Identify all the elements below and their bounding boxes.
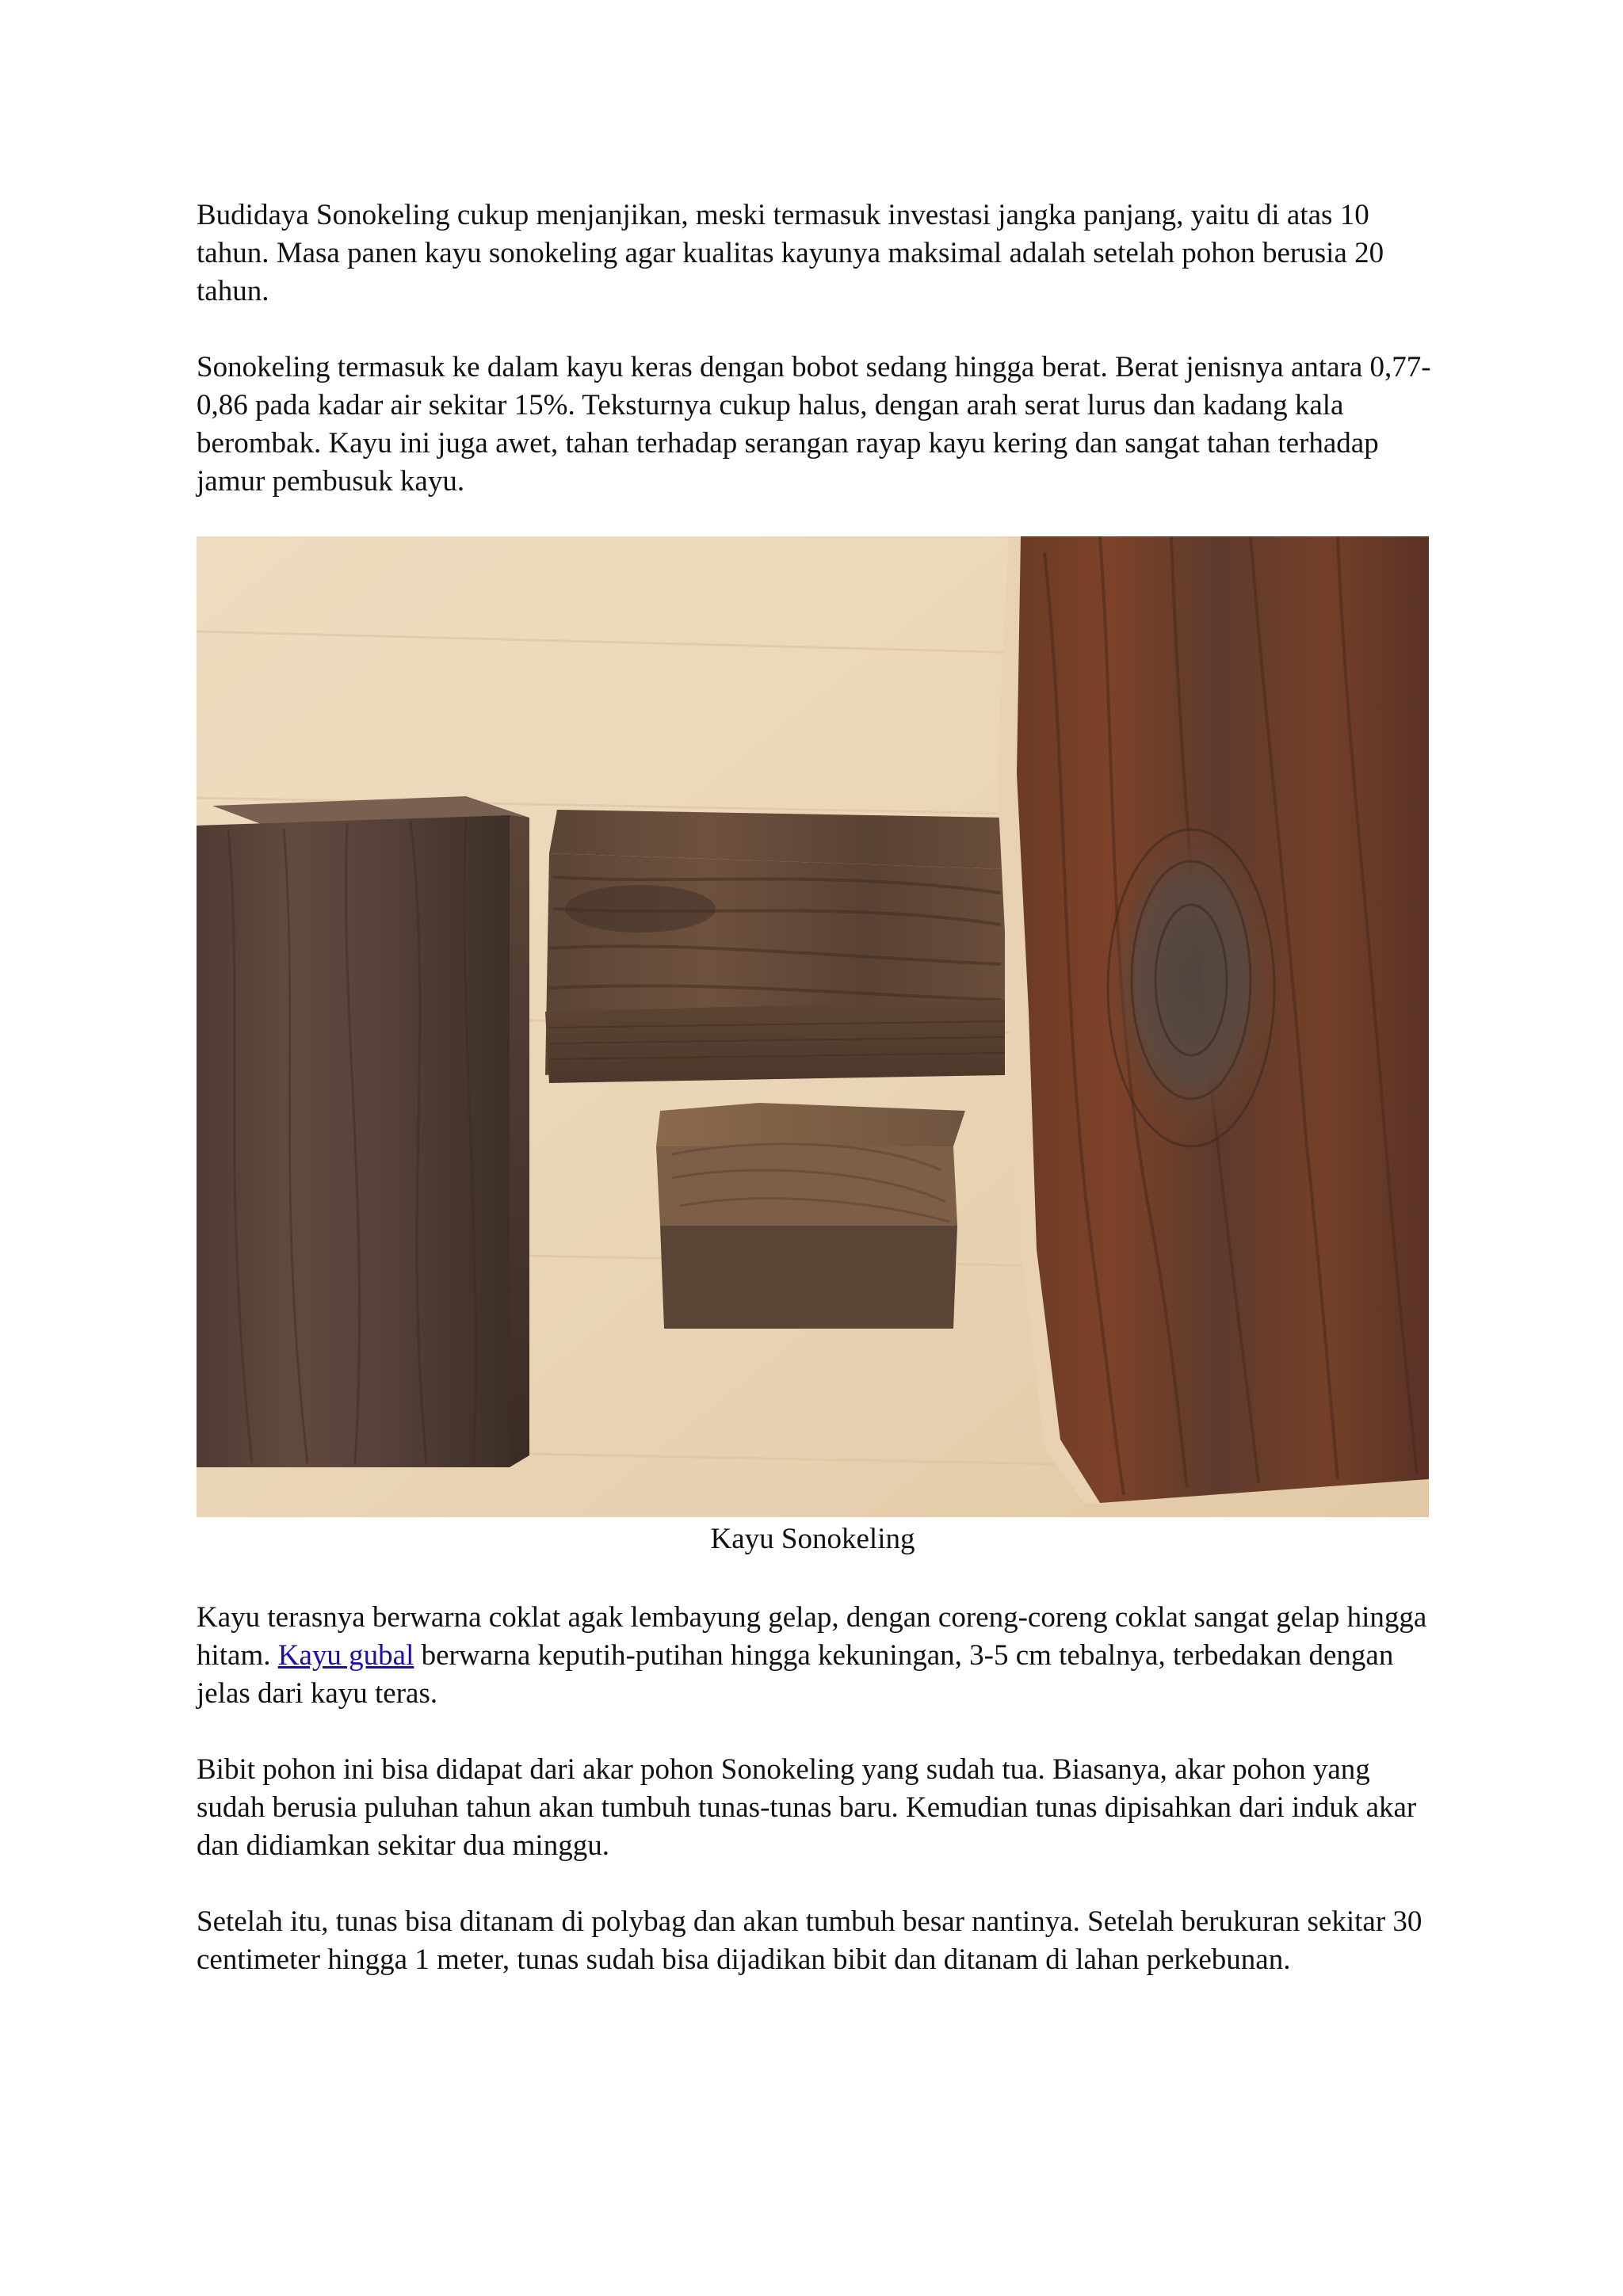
figure-caption: Kayu Sonokeling <box>710 1523 915 1555</box>
paragraph-planting: Setelah itu, tunas bisa ditanam di polybag dan akan tumbuh besar nantinya. Setelah berukuran sekitar 30 centimeter hingga 1 meter, tunas sudah bisa dijadikan bibit dan ditanam di lahan perkebunan. <box>197 1905 1423 1976</box>
paragraph-heartwood <box>197 1599 1433 1713</box>
paragraph-seedlings: Bibit pohon ini bisa didapat dari akar pohon Sonokeling yang sudah tua. Biasanya, akar pohon yang sudah berusia puluhan tahun akan tumbuh tunas-tunas baru. Kemudian tunas dipisahkan dari induk akar dan didiamkan sekitar dua minggu. <box>197 1753 1417 1862</box>
paragraph-properties: Sonokeling termasuk ke dalam kayu keras dengan bobot sedang hingga berat. Berat jenisnya antara 0,77-0,86 pada kadar air sekitar 15%. Teksturnya cukup halus, dengan arah serat lurus dan kadang kala berombak. Kayu ini juga awet, tahan terhadap serangan rayap kayu kering dan sangat tahan terhadap jamur pembusuk kayu. <box>197 351 1431 498</box>
kayu-gubal-link[interactable]: Kayu gubal <box>277 1639 414 1672</box>
wood-photo <box>197 536 1429 1517</box>
paragraph-intro: Budidaya Sonokeling cukup menjanjikan, meski termasuk investasi jangka panjang, yaitu di atas 10 tahun. Masa panen kayu sonokeling agar kualitas kayunya maksimal adalah setelah pohon berusia 20 tahun. <box>197 199 1384 307</box>
paragraph-heartwood-text-before: Kayu terasnya berwarna coklat agak lembayung gelap, dengan coreng-coreng coklat sangat gelap hingga hitam. <box>197 1601 1427 1672</box>
paragraph-heartwood-text-after: berwarna keputih-putihan hingga kekuningan, 3-5 cm tebalnya, terbedakan dengan jelas dari kayu teras. <box>197 1639 1394 1710</box>
